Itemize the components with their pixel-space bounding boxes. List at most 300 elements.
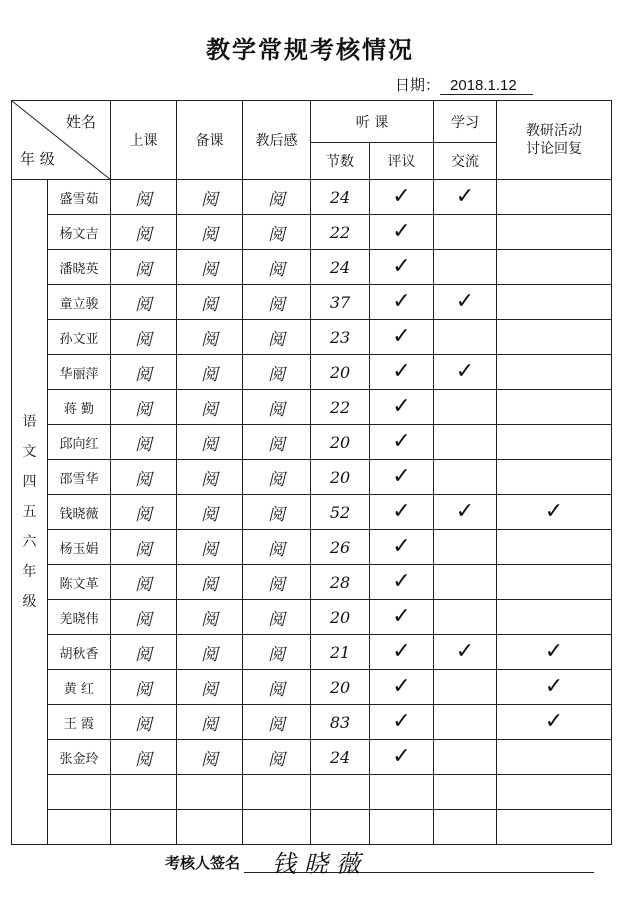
prep-cell [177, 215, 243, 250]
grade-label-char: 级 [22, 594, 37, 610]
name-cell-text: 邱向红 [59, 436, 99, 452]
name-cell [48, 250, 111, 285]
class-cell-text: 阅 [135, 679, 152, 700]
research-check [497, 460, 612, 495]
reflect-cell-text: 阅 [268, 504, 285, 525]
prep-cell [177, 250, 243, 285]
table-row [12, 180, 612, 215]
class-cell [111, 670, 177, 705]
table-row [12, 810, 612, 845]
research-check [497, 495, 612, 530]
reflect-cell-text: 阅 [268, 714, 285, 735]
class-cell-text: 阅 [135, 434, 152, 455]
class-cell-text: 阅 [135, 364, 152, 385]
reflect-cell-text: 阅 [268, 189, 285, 210]
name-cell-text: 杨玉娟 [59, 541, 99, 557]
table-row [12, 355, 612, 390]
prep-cell [177, 355, 243, 390]
class-cell [111, 215, 177, 250]
class-cell-text: 阅 [135, 644, 152, 665]
reflect-cell-text: 阅 [268, 679, 285, 700]
reflect-cell [243, 600, 311, 635]
research-check [497, 565, 612, 600]
page-title: 教学常规考核情况 [206, 35, 414, 64]
research-check [497, 180, 612, 215]
sessions-cell [311, 670, 370, 705]
reflect-cell [243, 355, 311, 390]
reflect-cell [243, 495, 311, 530]
class-cell-text: 阅 [135, 504, 152, 525]
name-cell-text: 胡秋香 [59, 646, 99, 662]
name-cell-text: 蒋 勤 [63, 401, 95, 417]
reflect-cell-text: 阅 [268, 364, 285, 385]
study-check [434, 355, 497, 390]
study-check [434, 320, 497, 355]
reflect-cell-text: 阅 [268, 574, 285, 595]
study-check-text: ✓ [455, 499, 475, 524]
prep-cell-text: 阅 [201, 294, 218, 315]
name-cell [48, 285, 111, 320]
comment-check-text: ✓ [392, 429, 411, 454]
comment-check [370, 530, 434, 565]
name-grade-header [12, 101, 111, 180]
header-study: 学习 [434, 101, 497, 143]
name-cell-text: 王 霞 [63, 716, 95, 732]
class-cell [111, 285, 177, 320]
reflect-cell [243, 250, 311, 285]
grade-label-char: 语 [22, 414, 37, 430]
sessions-cell [311, 215, 370, 250]
name-cell [48, 740, 111, 775]
prep-cell-text: 阅 [201, 434, 218, 455]
sessions-cell-text: 28 [329, 572, 351, 592]
reflect-cell [243, 180, 311, 215]
header-sessions: 节数 [311, 143, 370, 180]
sessions-cell-text: 20 [329, 607, 351, 627]
sessions-cell [311, 285, 370, 320]
comment-check [370, 775, 434, 810]
class-cell [111, 635, 177, 670]
name-cell [48, 320, 111, 355]
class-cell-text: 阅 [135, 714, 152, 735]
table-row [12, 215, 612, 250]
signature-name: 钱晓薇 [272, 850, 369, 878]
name-cell [48, 670, 111, 705]
reflect-cell-text: 阅 [268, 749, 285, 770]
sessions-cell-text: 20 [329, 432, 351, 452]
study-check-text: ✓ [455, 184, 475, 209]
research-check [497, 425, 612, 460]
prep-cell [177, 530, 243, 565]
class-cell [111, 530, 177, 565]
name-cell-text: 孙文亚 [59, 331, 99, 347]
name-cell-text: 潘晓英 [59, 261, 99, 277]
comment-check-text: ✓ [392, 184, 411, 209]
table-row [12, 740, 612, 775]
signature-label: 考核人签名 [165, 854, 241, 872]
comment-check [370, 215, 434, 250]
class-cell [111, 320, 177, 355]
name-cell [48, 355, 111, 390]
comment-check [370, 250, 434, 285]
class-cell-text: 阅 [135, 259, 152, 280]
prep-cell [177, 320, 243, 355]
sessions-cell [311, 740, 370, 775]
table-row [12, 530, 612, 565]
header-research [497, 101, 612, 180]
name-cell-text: 童立骏 [59, 296, 99, 312]
prep-cell [177, 390, 243, 425]
class-cell [111, 425, 177, 460]
study-check [434, 740, 497, 775]
reflect-cell [243, 740, 311, 775]
header-comment: 评议 [370, 143, 434, 180]
sessions-cell-text: 23 [329, 327, 351, 347]
reflect-cell-text: 阅 [268, 469, 285, 490]
header-listen: 听 课 [311, 101, 434, 143]
comment-check-text: ✓ [392, 219, 411, 244]
name-cell [48, 810, 111, 845]
sessions-cell-text: 21 [329, 642, 351, 662]
prep-cell [177, 600, 243, 635]
research-check [497, 320, 612, 355]
table-row [12, 460, 612, 495]
prep-cell-text: 阅 [201, 574, 218, 595]
study-check [434, 215, 497, 250]
reflect-cell [243, 810, 311, 845]
table-row [12, 600, 612, 635]
table-row [12, 250, 612, 285]
study-check [434, 390, 497, 425]
research-check [497, 285, 612, 320]
reflect-cell [243, 390, 311, 425]
class-cell [111, 180, 177, 215]
sessions-cell [311, 600, 370, 635]
class-cell-text: 阅 [135, 224, 152, 245]
grade-label-char: 年 [22, 564, 37, 580]
header-grade: 年 级 [20, 150, 55, 168]
grade-label-cell [12, 180, 48, 845]
reflect-cell-text: 阅 [268, 644, 285, 665]
header-name: 姓名 [65, 113, 96, 131]
sessions-cell [311, 180, 370, 215]
comment-check-text: ✓ [392, 464, 411, 489]
prep-cell [177, 565, 243, 600]
reflect-cell [243, 635, 311, 670]
name-cell [48, 495, 111, 530]
grade-label-char: 六 [22, 534, 37, 550]
comment-check-text: ✓ [392, 254, 411, 279]
table-row [12, 705, 612, 740]
comment-check-text: ✓ [392, 604, 411, 629]
prep-cell-text: 阅 [201, 329, 218, 350]
class-cell [111, 775, 177, 810]
sessions-cell [311, 250, 370, 285]
sessions-cell-text: 83 [329, 712, 351, 732]
reflect-cell [243, 705, 311, 740]
reflect-cell [243, 565, 311, 600]
prep-cell [177, 285, 243, 320]
sessions-cell-text: 24 [329, 747, 351, 767]
prep-cell-text: 阅 [201, 749, 218, 770]
comment-check-text: ✓ [392, 569, 411, 594]
comment-check-text: ✓ [392, 534, 411, 559]
prep-cell [177, 705, 243, 740]
comment-check-text: ✓ [392, 709, 411, 734]
comment-check-text: ✓ [392, 744, 411, 769]
comment-check-text: ✓ [392, 674, 411, 699]
class-cell [111, 355, 177, 390]
header-exchange: 交流 [434, 143, 497, 180]
class-cell [111, 250, 177, 285]
name-cell [48, 775, 111, 810]
prep-cell-text: 阅 [201, 224, 218, 245]
table-row [12, 495, 612, 530]
name-cell-text: 盛雪茹 [59, 191, 99, 207]
comment-check [370, 670, 434, 705]
sessions-cell-text: 24 [329, 187, 351, 207]
name-cell-text: 钱晓薇 [59, 506, 99, 522]
comment-check [370, 705, 434, 740]
study-check [434, 495, 497, 530]
comment-check [370, 180, 434, 215]
sessions-cell [311, 390, 370, 425]
prep-cell [177, 775, 243, 810]
study-check [434, 460, 497, 495]
prep-cell [177, 635, 243, 670]
table-row [12, 390, 612, 425]
date-label: 日期： [395, 76, 441, 94]
prep-cell-text: 阅 [201, 679, 218, 700]
sessions-cell-text: 52 [329, 502, 351, 522]
research-check-text: ✓ [544, 674, 564, 699]
comment-check-text: ✓ [392, 324, 411, 349]
study-check-text: ✓ [455, 289, 475, 314]
sessions-cell-text: 26 [329, 537, 351, 557]
prep-cell [177, 740, 243, 775]
class-cell-text: 阅 [135, 609, 152, 630]
reflect-cell [243, 215, 311, 250]
reflect-cell-text: 阅 [268, 329, 285, 350]
research-check [497, 810, 612, 845]
name-cell [48, 460, 111, 495]
comment-check [370, 495, 434, 530]
sessions-cell [311, 705, 370, 740]
sessions-cell-text: 22 [329, 222, 351, 242]
research-check [497, 705, 612, 740]
table-row [12, 565, 612, 600]
prep-cell [177, 460, 243, 495]
sessions-cell-text: 22 [329, 397, 351, 417]
sessions-cell-text: 20 [329, 467, 351, 487]
research-check-text: ✓ [544, 709, 564, 734]
reflect-cell-text: 阅 [268, 259, 285, 280]
sessions-cell [311, 460, 370, 495]
study-check [434, 285, 497, 320]
class-cell-text: 阅 [135, 189, 152, 210]
name-cell [48, 600, 111, 635]
table-row [12, 285, 612, 320]
prep-cell-text: 阅 [201, 644, 218, 665]
reflect-cell-text: 阅 [268, 294, 285, 315]
prep-cell [177, 425, 243, 460]
prep-cell-text: 阅 [201, 259, 218, 280]
reflect-cell [243, 425, 311, 460]
comment-check-text: ✓ [392, 359, 411, 384]
name-cell [48, 215, 111, 250]
research-check [497, 600, 612, 635]
reflect-cell-text: 阅 [268, 224, 285, 245]
class-cell-text: 阅 [135, 399, 152, 420]
assessment-table [11, 100, 612, 845]
comment-check [370, 565, 434, 600]
research-check [497, 775, 612, 810]
research-check [497, 390, 612, 425]
signature-line [165, 850, 594, 878]
research-check-text: ✓ [544, 639, 564, 664]
signature-underline [244, 850, 594, 878]
sessions-cell [311, 355, 370, 390]
comment-check-text: ✓ [392, 394, 411, 419]
prep-cell-text: 阅 [201, 364, 218, 385]
research-check [497, 740, 612, 775]
sessions-cell [311, 425, 370, 460]
comment-check [370, 355, 434, 390]
study-check-text: ✓ [455, 359, 475, 384]
name-cell-text: 黄 红 [63, 681, 95, 697]
reflect-cell [243, 460, 311, 495]
reflect-cell-text: 阅 [268, 434, 285, 455]
sessions-cell [311, 635, 370, 670]
table-row [12, 425, 612, 460]
comment-check [370, 285, 434, 320]
class-cell [111, 495, 177, 530]
table-row [12, 670, 612, 705]
prep-cell [177, 670, 243, 705]
table-row [12, 320, 612, 355]
name-cell [48, 635, 111, 670]
comment-check-text: ✓ [392, 639, 411, 664]
study-check [434, 600, 497, 635]
research-check [497, 250, 612, 285]
header-research-text: 教研活动讨论回复 [526, 123, 583, 157]
study-check [434, 530, 497, 565]
date-value: 2018.1.12 [440, 77, 533, 95]
grade-label-char: 五 [22, 504, 37, 520]
study-check-text: ✓ [455, 639, 475, 664]
table-row [12, 775, 612, 810]
sessions-cell [311, 530, 370, 565]
reflect-cell [243, 775, 311, 810]
class-cell [111, 740, 177, 775]
research-check [497, 530, 612, 565]
class-cell-text: 阅 [135, 469, 152, 490]
grade-label-char: 文 [22, 444, 37, 460]
research-check-text: ✓ [544, 499, 564, 524]
study-check [434, 775, 497, 810]
comment-check-text: ✓ [392, 499, 411, 524]
reflect-cell [243, 530, 311, 565]
prep-cell-text: 阅 [201, 539, 218, 560]
name-cell [48, 425, 111, 460]
prep-cell [177, 810, 243, 845]
class-cell-text: 阅 [135, 539, 152, 560]
header-reflect: 教后感 [243, 101, 311, 180]
prep-cell-text: 阅 [201, 504, 218, 525]
prep-cell [177, 495, 243, 530]
sessions-cell-text: 20 [329, 677, 351, 697]
reflect-cell-text: 阅 [268, 399, 285, 420]
sessions-cell-text: 37 [329, 292, 351, 312]
class-cell [111, 600, 177, 635]
study-check [434, 705, 497, 740]
study-check [434, 180, 497, 215]
name-cell-text: 张金玲 [59, 751, 99, 767]
class-cell [111, 565, 177, 600]
prep-cell [177, 180, 243, 215]
table-row [12, 635, 612, 670]
reflect-cell [243, 285, 311, 320]
prep-cell-text: 阅 [201, 469, 218, 490]
study-check [434, 425, 497, 460]
study-check [434, 565, 497, 600]
research-check [497, 635, 612, 670]
prep-cell-text: 阅 [201, 399, 218, 420]
sessions-cell [311, 775, 370, 810]
comment-check-text: ✓ [392, 289, 411, 314]
name-cell [48, 705, 111, 740]
study-check [434, 670, 497, 705]
research-check [497, 215, 612, 250]
comment-check [370, 390, 434, 425]
sessions-cell-text: 20 [329, 362, 351, 382]
name-cell [48, 530, 111, 565]
class-cell [111, 460, 177, 495]
prep-cell-text: 阅 [201, 609, 218, 630]
name-cell-text: 邵雪华 [59, 471, 99, 487]
class-cell [111, 810, 177, 845]
research-check [497, 355, 612, 390]
sessions-cell [311, 320, 370, 355]
comment-check [370, 460, 434, 495]
comment-check [370, 600, 434, 635]
study-check [434, 810, 497, 845]
class-cell-text: 阅 [135, 749, 152, 770]
study-check [434, 250, 497, 285]
name-cell [48, 390, 111, 425]
header-class: 上课 [111, 101, 177, 180]
class-cell-text: 阅 [135, 294, 152, 315]
sessions-cell-text: 24 [329, 257, 351, 277]
grade-label-char: 四 [22, 474, 37, 490]
sessions-cell [311, 495, 370, 530]
reflect-cell-text: 阅 [268, 539, 285, 560]
research-check [497, 670, 612, 705]
name-cell-text: 华丽萍 [59, 366, 99, 382]
comment-check [370, 320, 434, 355]
name-cell-text: 杨文吉 [59, 226, 99, 242]
name-cell-text: 陈文革 [59, 576, 99, 592]
comment-check [370, 635, 434, 670]
prep-cell-text: 阅 [201, 714, 218, 735]
sessions-cell [311, 565, 370, 600]
prep-cell-text: 阅 [201, 189, 218, 210]
comment-check [370, 810, 434, 845]
name-cell [48, 565, 111, 600]
reflect-cell [243, 670, 311, 705]
sessions-cell [311, 810, 370, 845]
comment-check [370, 740, 434, 775]
